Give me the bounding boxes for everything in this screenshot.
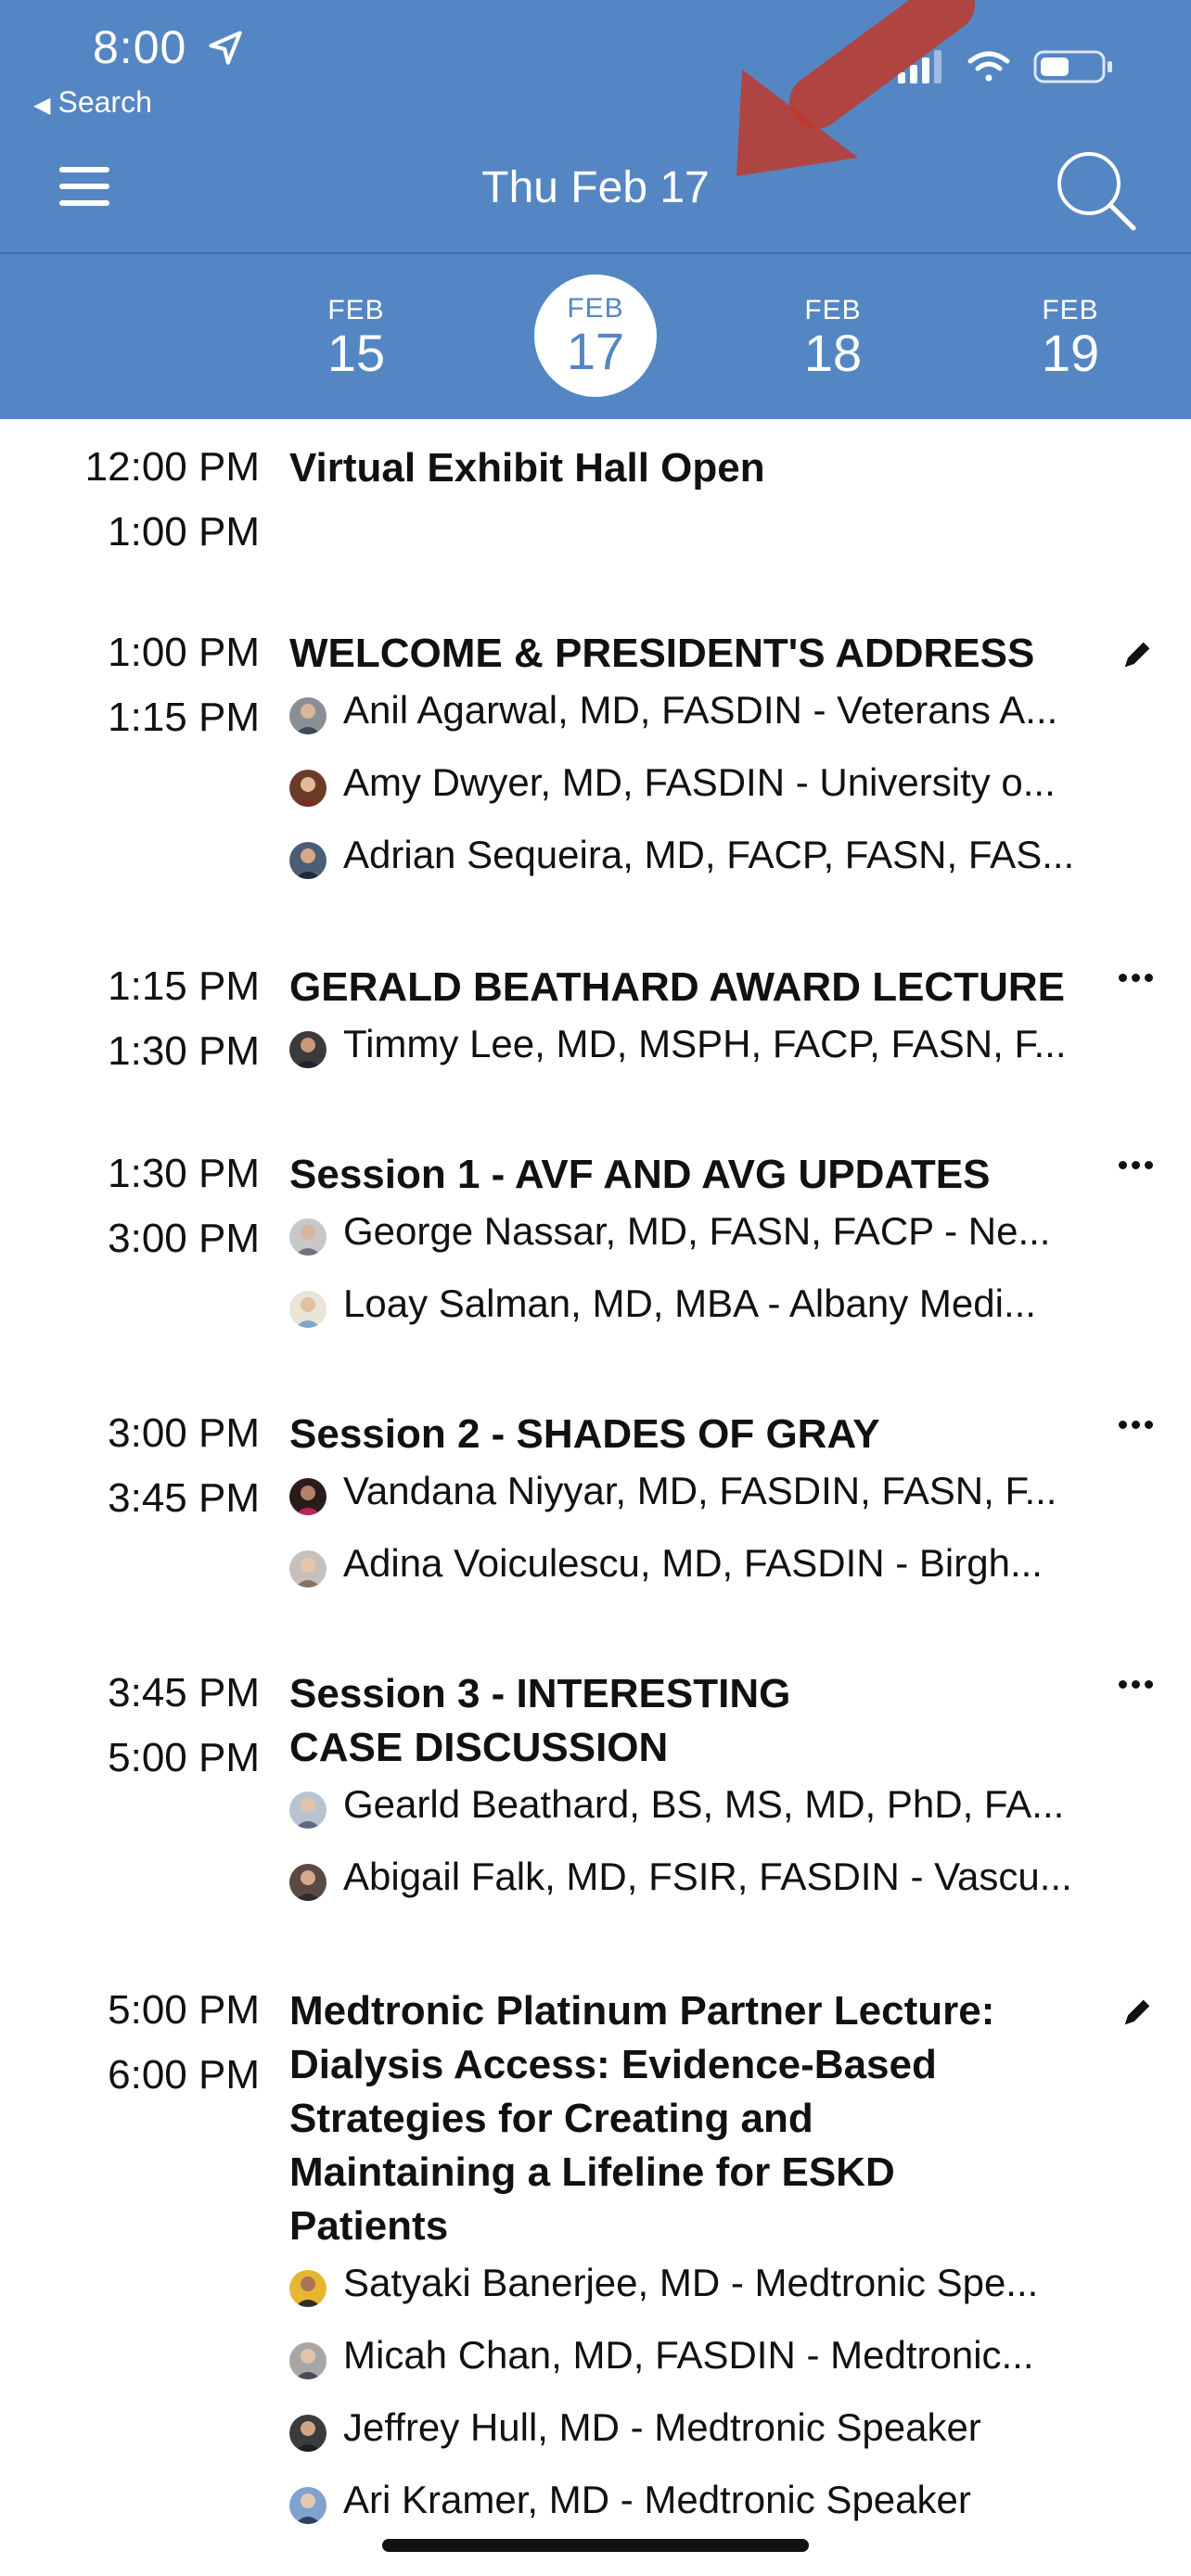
- speaker-name: Loay Salman, MD, MBA - Albany Medi...: [343, 1282, 1036, 1325]
- speaker-name: George Nassar, MD, FASN, FACP - Ne...: [343, 1209, 1051, 1253]
- session-title: [289, 1984, 1106, 2253]
- session-title-line: Maintaining a Lifeline for ESKD: [289, 2149, 895, 2195]
- date-day: 19: [1041, 324, 1100, 382]
- date-feb-15[interactable]: [291, 287, 421, 417]
- session-title: WELCOME & PRESIDENT'S ADDRESS: [289, 631, 1035, 676]
- session-title-line: Dialysis Access: Evidence-Based: [289, 2042, 937, 2087]
- speaker-list: [289, 2259, 1124, 2548]
- speaker-avatar: [289, 2342, 327, 2379]
- speaker-avatar: [289, 697, 327, 734]
- session-times: [19, 1984, 260, 2114]
- speaker-name: Abigail Falk, MD, FSIR, FASDIN - Vascu...: [343, 1855, 1072, 1898]
- page-title: Thu Feb 17: [481, 163, 710, 212]
- speaker-list: [289, 1467, 1124, 1612]
- speaker-avatar: [289, 1792, 327, 1829]
- search-icon[interactable]: [1054, 148, 1137, 232]
- status-time: 8:00: [93, 21, 187, 73]
- status-indicators: [898, 46, 1121, 87]
- speaker-avatar: [289, 1550, 327, 1588]
- date-month: FEB: [567, 293, 624, 324]
- speaker-row[interactable]: [289, 1539, 1124, 1612]
- home-indicator[interactable]: [382, 2539, 809, 2552]
- start-time: 5:00 PM: [108, 1987, 260, 2033]
- speaker-name: Adina Voiculescu, MD, FASDIN - Birgh...: [343, 1541, 1043, 1585]
- date-day: 17: [566, 322, 625, 380]
- speaker-avatar: [289, 1218, 327, 1256]
- session-title: [289, 1667, 1106, 1775]
- date-day: 18: [803, 324, 863, 382]
- session-title: Session 2 - SHADES OF GRAY: [289, 1411, 880, 1457]
- speaker-name: Jeffrey Hull, MD - Medtronic Speaker: [343, 2405, 981, 2449]
- session-title-line: CASE DISCUSSION: [289, 1725, 669, 1770]
- end-time: 1:00 PM: [108, 509, 260, 555]
- session-times: [19, 1408, 260, 1537]
- speaker-row[interactable]: [289, 2259, 1124, 2331]
- end-time: 3:00 PM: [108, 1216, 260, 1261]
- more-icon[interactable]: [1119, 1417, 1163, 1454]
- speaker-row[interactable]: [289, 1207, 1124, 1280]
- speaker-name: Adrian Sequeira, MD, FACP, FASN, FAS...: [343, 833, 1075, 876]
- end-time: 1:15 PM: [108, 695, 260, 740]
- session-title-line: Strategies for Creating and: [289, 2096, 813, 2141]
- session-times: [19, 961, 260, 1090]
- session-title: Virtual Exhibit Hall Open: [289, 445, 765, 491]
- session-times: [19, 1148, 260, 1278]
- speaker-row[interactable]: [289, 1467, 1124, 1539]
- speaker-row[interactable]: [289, 2476, 1124, 2548]
- speaker-name: Gearld Beathard, BS, MS, MD, PhD, FA...: [343, 1782, 1065, 1826]
- date-feb-18[interactable]: [768, 287, 898, 417]
- end-time: 6:00 PM: [108, 2052, 260, 2098]
- speaker-avatar: [289, 2487, 327, 2524]
- start-time: 1:30 PM: [108, 1151, 260, 1196]
- speaker-row[interactable]: [289, 1853, 1124, 1925]
- speaker-list: [289, 686, 1124, 903]
- start-time: 3:45 PM: [108, 1670, 260, 1715]
- date-feb-17-selected[interactable]: [534, 274, 657, 397]
- speaker-row[interactable]: [289, 2404, 1124, 2476]
- speaker-avatar: [289, 2415, 327, 2452]
- speaker-avatar: [289, 842, 327, 879]
- speaker-name: Satyaki Banerjee, MD - Medtronic Spe...: [343, 2261, 1039, 2304]
- start-time: 12:00 PM: [84, 444, 260, 490]
- speaker-row[interactable]: [289, 1280, 1124, 1352]
- date-day: 15: [327, 324, 386, 382]
- date-feb-19[interactable]: [1005, 287, 1135, 417]
- speaker-name: Timmy Lee, MD, MSPH, FACP, FASN, F...: [343, 1022, 1067, 1065]
- session-times: [19, 627, 260, 757]
- speaker-avatar: [289, 1031, 327, 1068]
- speaker-row[interactable]: [289, 1020, 1124, 1092]
- session-times: [19, 1667, 260, 1797]
- back-search-label: Search: [58, 85, 152, 119]
- speaker-list: [289, 1780, 1124, 1925]
- more-icon[interactable]: [1119, 1157, 1163, 1194]
- app-header: [0, 0, 1191, 419]
- session-title-line: Patients: [289, 2203, 449, 2249]
- speaker-row[interactable]: [289, 1780, 1124, 1853]
- start-time: 3:00 PM: [108, 1410, 260, 1456]
- session-title: Session 1 - AVF AND AVG UPDATES: [289, 1152, 991, 1197]
- speaker-avatar: [289, 2270, 327, 2307]
- location-arrow-icon: [206, 28, 247, 69]
- pencil-icon[interactable]: [1119, 1994, 1156, 2031]
- date-month: FEB: [1042, 295, 1099, 325]
- wifi-icon: [970, 54, 1007, 82]
- speaker-avatar: [289, 1291, 327, 1328]
- session-title-line: Medtronic Platinum Partner Lecture:: [289, 1988, 995, 2034]
- speaker-name: Ari Kramer, MD - Medtronic Speaker: [343, 2478, 971, 2521]
- speaker-row[interactable]: [289, 831, 1124, 903]
- speaker-avatar: [289, 770, 327, 807]
- session-title-line: Session 3 - INTERESTING: [289, 1671, 791, 1716]
- speaker-name: Amy Dwyer, MD, FASDIN - University o...: [343, 760, 1056, 804]
- speaker-row[interactable]: [289, 759, 1124, 831]
- end-time: 1:30 PM: [108, 1028, 260, 1074]
- more-icon[interactable]: [1119, 970, 1163, 1007]
- session-title: GERALD BEATHARD AWARD LECTURE: [289, 964, 1065, 1010]
- speaker-avatar: [289, 1478, 327, 1515]
- speaker-list: [289, 1207, 1124, 1352]
- back-to-search-link[interactable]: [33, 85, 152, 120]
- speaker-avatar: [289, 1864, 327, 1901]
- speaker-name: Vandana Niyyar, MD, FASDIN, FASN, F...: [343, 1469, 1057, 1512]
- speaker-row[interactable]: [289, 2331, 1124, 2404]
- start-time: 1:00 PM: [108, 630, 260, 675]
- speaker-name: Anil Agarwal, MD, FASDIN - Veterans A...: [343, 688, 1058, 732]
- cellular-signal-icon: [898, 50, 941, 83]
- speaker-list: [289, 1020, 1124, 1092]
- end-time: 5:00 PM: [108, 1735, 260, 1780]
- date-month: FEB: [804, 295, 862, 325]
- speaker-row[interactable]: [289, 686, 1124, 759]
- start-time: 1:15 PM: [108, 963, 260, 1009]
- battery-icon: [1035, 52, 1112, 82]
- date-month: FEB: [327, 295, 385, 325]
- back-triangle-icon: ◀: [33, 93, 51, 118]
- end-time: 3:45 PM: [108, 1475, 260, 1521]
- session-times: [19, 441, 260, 571]
- header-divider: [0, 252, 1191, 254]
- speaker-name: Micah Chan, MD, FASDIN - Medtronic...: [343, 2333, 1034, 2377]
- pencil-icon[interactable]: [1119, 636, 1156, 673]
- more-icon[interactable]: [1119, 1677, 1163, 1714]
